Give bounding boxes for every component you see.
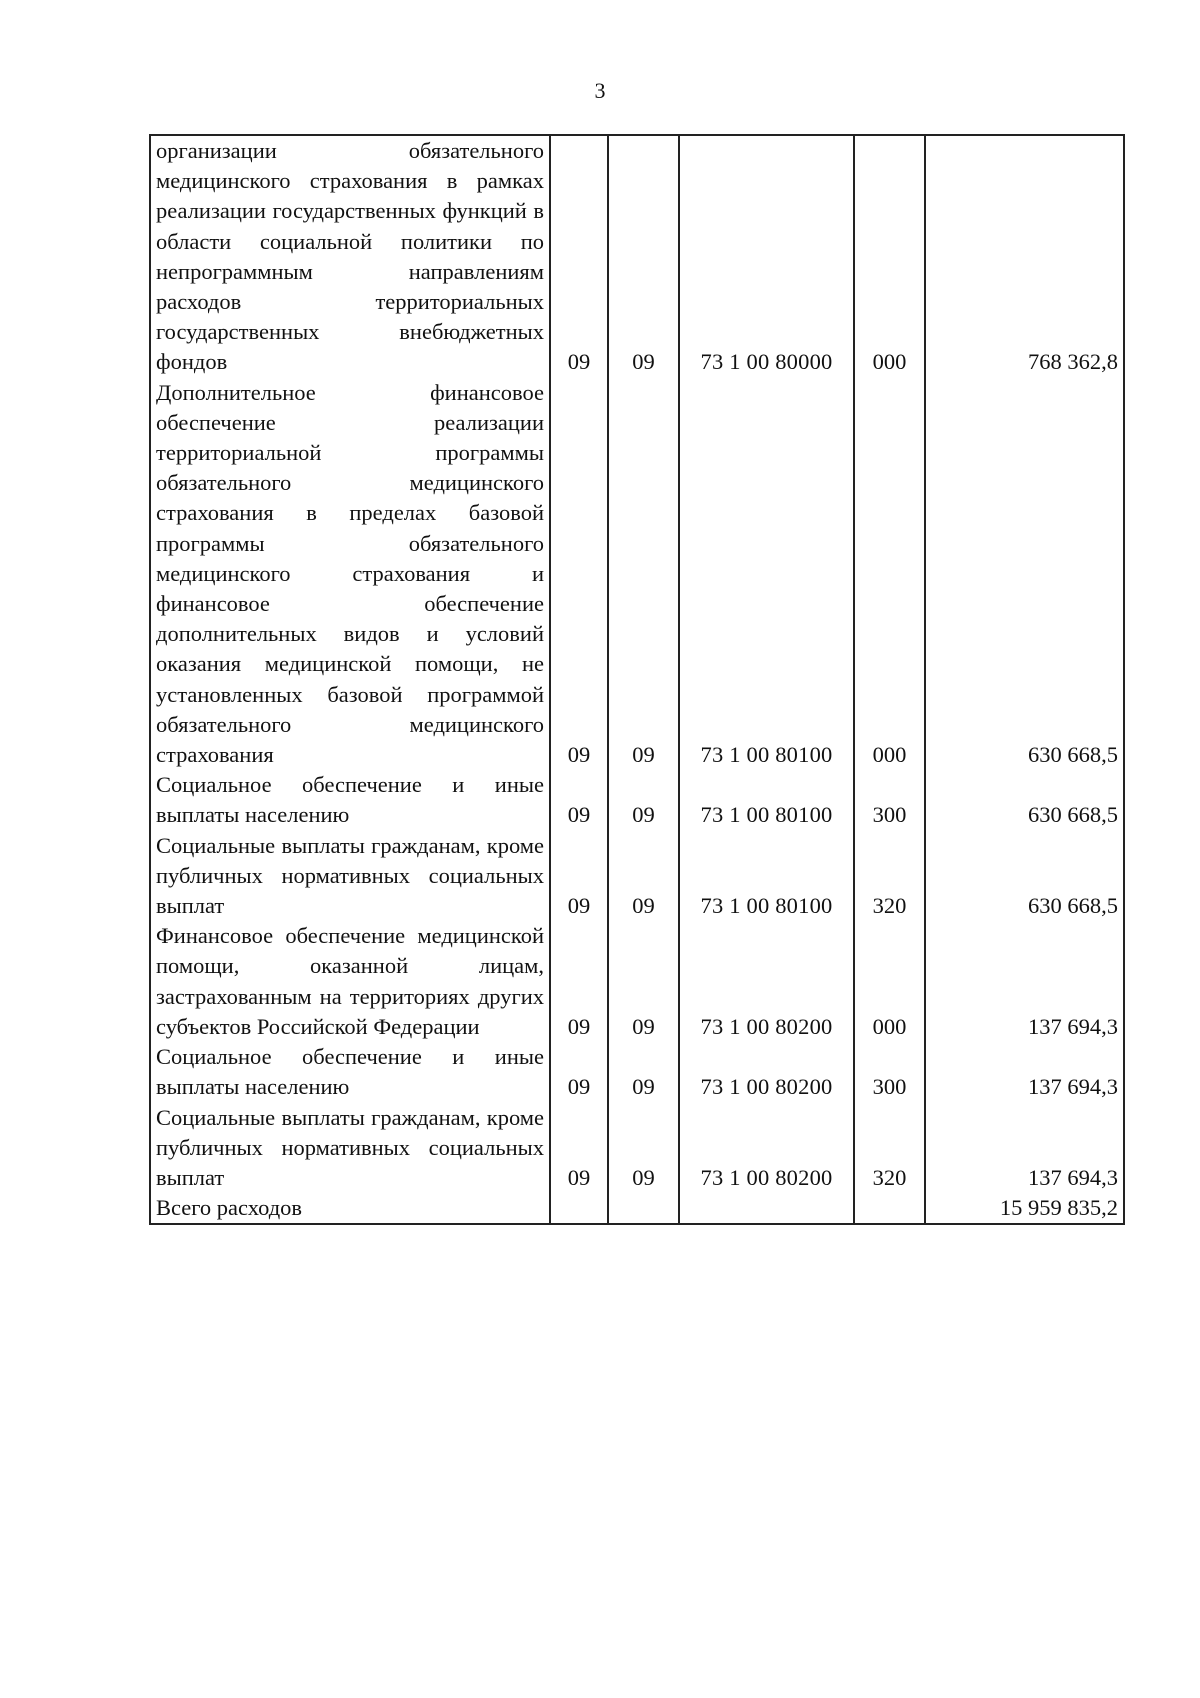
row-subsection-code: 09	[608, 378, 679, 771]
table-row	[150, 831, 1124, 922]
table-row	[150, 1042, 1124, 1102]
row-amount: 630 668,5	[925, 831, 1124, 922]
row-target-article-code: 73 1 00 80200	[679, 921, 854, 1042]
row-subsection-code: 09	[608, 921, 679, 1042]
row-target-article-code: 73 1 00 80000	[679, 135, 854, 378]
page-number: 3	[594, 78, 606, 103]
row-expense-type-code: 000	[854, 921, 925, 1042]
row-section-code: 09	[550, 770, 608, 830]
table-row	[150, 921, 1124, 1042]
row-target-article-code: 73 1 00 80200	[679, 1103, 854, 1194]
row-description: организации обязательного медицинского страхования в рамках реализации государственных функций в области социальной политики по непрограммным направлениям расходов территориальных государственных внебюджетных фондов	[150, 135, 550, 378]
row-amount: 137 694,3	[925, 1103, 1124, 1194]
row-subsection-code: 09	[608, 831, 679, 922]
total-row	[150, 1193, 1124, 1224]
total-empty-cell	[608, 1193, 679, 1224]
table-row	[150, 1103, 1124, 1194]
row-amount: 768 362,8	[925, 135, 1124, 378]
row-amount: 137 694,3	[925, 921, 1124, 1042]
row-target-article-code: 73 1 00 80100	[679, 770, 854, 830]
row-subsection-code: 09	[608, 135, 679, 378]
total-empty-cell	[550, 1193, 608, 1224]
expenditure-table	[149, 134, 1125, 1225]
row-amount: 630 668,5	[925, 378, 1124, 771]
total-empty-cell	[679, 1193, 854, 1224]
row-subsection-code: 09	[608, 770, 679, 830]
row-section-code: 09	[550, 1103, 608, 1194]
row-amount: 630 668,5	[925, 770, 1124, 830]
row-expense-type-code: 320	[854, 831, 925, 922]
row-expense-type-code: 000	[854, 135, 925, 378]
row-description: Дополнительное финансовое обеспечение реализации территориальной программы обязательного медицинского страхования в пределах базовой программы обязательного медицинского страхования и финансовое обеспечение дополнительных видов и условий оказания медицинской помощи, не установленных базовой программой обязательного медицинского страхования	[150, 378, 550, 771]
row-description: Социальные выплаты гражданам, кроме публичных нормативных социальных выплат	[150, 831, 550, 922]
row-target-article-code: 73 1 00 80200	[679, 1042, 854, 1102]
table-row	[150, 135, 1124, 378]
table-row	[150, 770, 1124, 830]
row-expense-type-code: 300	[854, 1042, 925, 1102]
row-target-article-code: 73 1 00 80100	[679, 831, 854, 922]
row-amount: 137 694,3	[925, 1042, 1124, 1102]
row-section-code: 09	[550, 921, 608, 1042]
total-amount: 15 959 835,2	[925, 1193, 1124, 1224]
row-expense-type-code: 000	[854, 378, 925, 771]
row-target-article-code: 73 1 00 80100	[679, 378, 854, 771]
total-label: Всего расходов	[150, 1193, 550, 1224]
row-description: Социальные выплаты гражданам, кроме публичных нормативных социальных выплат	[150, 1103, 550, 1194]
row-description: Социальное обеспечение и иные выплаты населению	[150, 770, 550, 830]
table-row	[150, 378, 1124, 771]
total-empty-cell	[854, 1193, 925, 1224]
row-description: Финансовое обеспечение медицинской помощи, оказанной лицам, застрахованным на территориях других субъектов Российской Федерации	[150, 921, 550, 1042]
row-section-code: 09	[550, 1042, 608, 1102]
row-section-code: 09	[550, 378, 608, 771]
row-section-code: 09	[550, 135, 608, 378]
row-expense-type-code: 320	[854, 1103, 925, 1194]
row-description: Социальное обеспечение и иные выплаты населению	[150, 1042, 550, 1102]
row-subsection-code: 09	[608, 1103, 679, 1194]
row-subsection-code: 09	[608, 1042, 679, 1102]
row-section-code: 09	[550, 831, 608, 922]
row-expense-type-code: 300	[854, 770, 925, 830]
